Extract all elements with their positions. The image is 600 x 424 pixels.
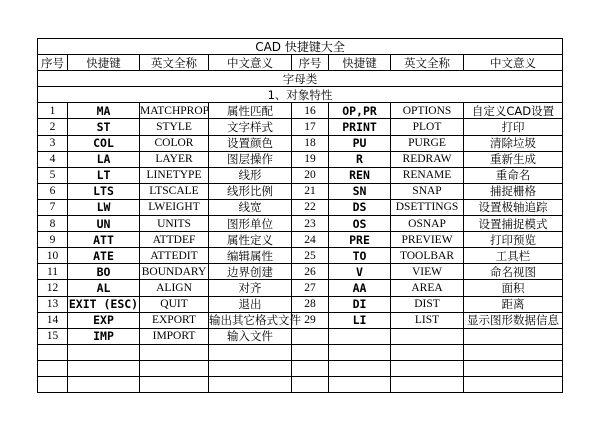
left-en-cell: LTSCALE xyxy=(140,183,209,199)
table-row xyxy=(38,119,563,135)
right-zh-cell: 自定义CAD设置 xyxy=(464,103,563,119)
blank-cell xyxy=(140,344,209,360)
right-key-cell xyxy=(329,328,391,344)
shortcut-table xyxy=(37,38,563,393)
blank-cell xyxy=(140,376,209,392)
left-en-cell: ALIGN xyxy=(140,280,209,296)
right-no-cell: 19 xyxy=(292,151,329,167)
left-en-cell: ATTEDIT xyxy=(140,248,209,264)
right-key-cell: LI xyxy=(329,312,391,328)
left-no-cell: 11 xyxy=(38,264,68,280)
right-no-cell: 26 xyxy=(292,264,329,280)
table-row xyxy=(38,232,563,248)
left-en-cell: UNITS xyxy=(140,216,209,232)
left-zh-cell: 文字样式 xyxy=(209,119,292,135)
blank-cell xyxy=(329,360,391,376)
right-zh-cell xyxy=(464,328,563,344)
right-key-cell: PU xyxy=(329,135,391,151)
left-no-cell: 8 xyxy=(38,216,68,232)
right-no-cell xyxy=(292,328,329,344)
blank-cell xyxy=(68,376,140,392)
blank-cell xyxy=(38,376,68,392)
right-key-cell: DI xyxy=(329,296,391,312)
right-no-cell: 17 xyxy=(292,119,329,135)
right-zh-cell: 命名视图 xyxy=(464,264,563,280)
right-en-cell: REDRAW xyxy=(391,151,464,167)
left-no-cell: 14 xyxy=(38,312,68,328)
left-en-cell: QUIT xyxy=(140,296,209,312)
left-key-cell: IMP xyxy=(68,328,140,344)
left-en-cell: BOUNDARY xyxy=(140,264,209,280)
right-en-cell: SNAP xyxy=(391,183,464,199)
right-zh-cell: 清除垃圾 xyxy=(464,135,563,151)
right-en-cell xyxy=(391,328,464,344)
right-key-cell: REN xyxy=(329,167,391,183)
left-key-cell: ATT xyxy=(68,232,140,248)
right-no-cell: 18 xyxy=(292,135,329,151)
left-no-cell: 13 xyxy=(38,296,68,312)
right-zh-cell: 打印预览 xyxy=(464,232,563,248)
table-row xyxy=(38,167,563,183)
table-row xyxy=(38,328,563,344)
right-en-cell: TOOLBAR xyxy=(391,248,464,264)
right-zh-cell: 面积 xyxy=(464,280,563,296)
left-zh-cell: 退出 xyxy=(209,296,292,312)
left-zh-cell: 输入文件 xyxy=(209,328,292,344)
right-no-cell: 20 xyxy=(292,167,329,183)
header-english: 英文全称 xyxy=(391,55,464,71)
blank-cell xyxy=(464,360,563,376)
left-no-cell: 1 xyxy=(38,103,68,119)
table-row xyxy=(38,151,563,167)
left-key-cell: LW xyxy=(68,199,140,215)
table-row xyxy=(38,264,563,280)
category-row xyxy=(38,71,563,87)
blank-cell xyxy=(38,344,68,360)
left-no-cell: 5 xyxy=(38,167,68,183)
left-no-cell: 9 xyxy=(38,232,68,248)
header-row xyxy=(38,55,563,71)
table-row xyxy=(38,216,563,232)
right-en-cell: RENAME xyxy=(391,167,464,183)
left-en-cell: LWEIGHT xyxy=(140,199,209,215)
left-key-cell: LT xyxy=(68,167,140,183)
right-key-cell: PRE xyxy=(329,232,391,248)
right-en-cell: DIST xyxy=(391,296,464,312)
right-en-cell: VIEW xyxy=(391,264,464,280)
header-key: 快捷键 xyxy=(329,55,391,71)
blank-cell xyxy=(209,360,292,376)
blank-cell xyxy=(391,344,464,360)
left-key-cell: ST xyxy=(68,119,140,135)
blank-cell xyxy=(68,360,140,376)
blank-cell xyxy=(68,344,140,360)
left-en-cell: STYLE xyxy=(140,119,209,135)
right-key-cell: PRINT xyxy=(329,119,391,135)
right-en-cell: PREVIEW xyxy=(391,232,464,248)
right-key-cell: V xyxy=(329,264,391,280)
right-key-cell: OS xyxy=(329,216,391,232)
left-zh-cell: 线形比例 xyxy=(209,183,292,199)
right-no-cell: 24 xyxy=(292,232,329,248)
left-no-cell: 15 xyxy=(38,328,68,344)
right-en-cell: OSNAP xyxy=(391,216,464,232)
right-no-cell: 29 xyxy=(292,312,329,328)
right-zh-cell: 打印 xyxy=(464,119,563,135)
left-zh-cell: 设置颜色 xyxy=(209,135,292,151)
left-key-cell: LA xyxy=(68,151,140,167)
left-en-cell: IMPORT xyxy=(140,328,209,344)
header-chinese: 中文意义 xyxy=(209,55,292,71)
left-no-cell: 4 xyxy=(38,151,68,167)
section-row xyxy=(38,87,563,103)
right-no-cell: 25 xyxy=(292,248,329,264)
left-no-cell: 7 xyxy=(38,199,68,215)
left-en-cell: EXPORT xyxy=(140,312,209,328)
right-en-cell: PURGE xyxy=(391,135,464,151)
right-key-cell: TO xyxy=(329,248,391,264)
left-key-cell: UN xyxy=(68,216,140,232)
left-no-cell: 10 xyxy=(38,248,68,264)
left-en-cell: MATCHPROP xyxy=(140,103,209,119)
blank-row xyxy=(38,344,563,360)
left-zh-cell: 属性定义 xyxy=(209,232,292,248)
right-en-cell: LIST xyxy=(391,312,464,328)
table-row xyxy=(38,135,563,151)
right-en-cell: AREA xyxy=(391,280,464,296)
left-no-cell: 6 xyxy=(38,183,68,199)
right-no-cell: 21 xyxy=(292,183,329,199)
header-english: 英文全称 xyxy=(140,55,209,71)
table-title: CAD 快捷键大全 xyxy=(38,39,563,55)
right-zh-cell: 设置极轴追踪 xyxy=(464,199,563,215)
left-zh-cell: 输出其它格式文件 xyxy=(209,313,301,328)
left-no-cell: 3 xyxy=(38,135,68,151)
right-zh-cell: 重新生成 xyxy=(464,151,563,167)
blank-cell xyxy=(292,344,329,360)
right-zh-cell: 距离 xyxy=(464,296,563,312)
table-row xyxy=(38,183,563,199)
right-key-cell: AA xyxy=(329,280,391,296)
table-row xyxy=(38,312,563,328)
left-zh-cell: 对齐 xyxy=(209,280,292,296)
left-en-cell: LINETYPE xyxy=(140,167,209,183)
left-key-cell: MA xyxy=(68,103,140,119)
right-no-cell: 16 xyxy=(292,103,329,119)
blank-cell xyxy=(209,376,292,392)
left-zh-cell: 编辑属性 xyxy=(209,248,292,264)
blank-cell xyxy=(209,344,292,360)
left-zh-cell: 线宽 xyxy=(209,199,292,215)
table-row xyxy=(38,296,563,312)
blank-cell xyxy=(292,376,329,392)
header-no: 序号 xyxy=(38,55,68,71)
left-key-cell: LTS xyxy=(68,183,140,199)
right-en-cell: DSETTINGS xyxy=(391,199,464,215)
left-no-cell: 2 xyxy=(38,119,68,135)
blank-row xyxy=(38,376,563,392)
right-no-cell: 28 xyxy=(292,296,329,312)
header-key: 快捷键 xyxy=(68,55,140,71)
blank-cell xyxy=(38,360,68,376)
right-key-cell: SN xyxy=(329,183,391,199)
table-row xyxy=(38,248,563,264)
right-key-cell: R xyxy=(329,151,391,167)
table-row xyxy=(38,103,563,119)
left-key-cell: EXP xyxy=(68,312,140,328)
blank-cell xyxy=(140,360,209,376)
right-zh-cell: 设置捕捉模式 xyxy=(464,216,563,232)
blank-cell xyxy=(292,360,329,376)
left-zh-cell: 图形单位 xyxy=(209,216,292,232)
right-key-cell: DS xyxy=(329,199,391,215)
left-key-cell: BO xyxy=(68,264,140,280)
left-zh-cell: 图层操作 xyxy=(209,151,292,167)
left-en-cell: COLOR xyxy=(140,135,209,151)
right-zh-cell: 工具栏 xyxy=(464,248,563,264)
blank-cell xyxy=(329,376,391,392)
blank-cell xyxy=(464,344,563,360)
section-label: 1、对象特性 xyxy=(38,87,563,103)
blank-cell xyxy=(391,360,464,376)
left-key-cell: AL xyxy=(68,280,140,296)
right-no-cell: 23 xyxy=(292,216,329,232)
left-zh-cell: 边界创建 xyxy=(209,264,292,280)
right-no-cell: 22 xyxy=(292,199,329,215)
table-row xyxy=(38,199,563,215)
right-key-cell: OP,PR xyxy=(329,103,391,119)
left-no-cell: 12 xyxy=(38,280,68,296)
right-en-cell: PLOT xyxy=(391,119,464,135)
table-row xyxy=(38,280,563,296)
blank-cell xyxy=(329,344,391,360)
left-en-cell: LAYER xyxy=(140,151,209,167)
blank-row xyxy=(38,360,563,376)
right-zh-cell: 显示图形数据信息 xyxy=(464,312,563,328)
right-en-cell: OPTIONS xyxy=(391,103,464,119)
left-en-cell: ATTDEF xyxy=(140,232,209,248)
blank-cell xyxy=(464,376,563,392)
left-key-cell: EXIT (ESC) xyxy=(68,297,139,312)
blank-cell xyxy=(391,376,464,392)
right-zh-cell: 捕捉栅格 xyxy=(464,183,563,199)
right-no-cell: 27 xyxy=(292,280,329,296)
header-chinese: 中文意义 xyxy=(464,55,563,71)
category-label: 字母类 xyxy=(38,71,563,87)
left-key-cell: ATE xyxy=(68,248,140,264)
header-no: 序号 xyxy=(292,55,329,71)
title-row xyxy=(38,39,563,55)
left-zh-cell: 属性匹配 xyxy=(209,103,292,119)
right-zh-cell: 重命名 xyxy=(464,167,563,183)
left-key-cell: COL xyxy=(68,135,140,151)
left-zh-cell: 线形 xyxy=(209,167,292,183)
